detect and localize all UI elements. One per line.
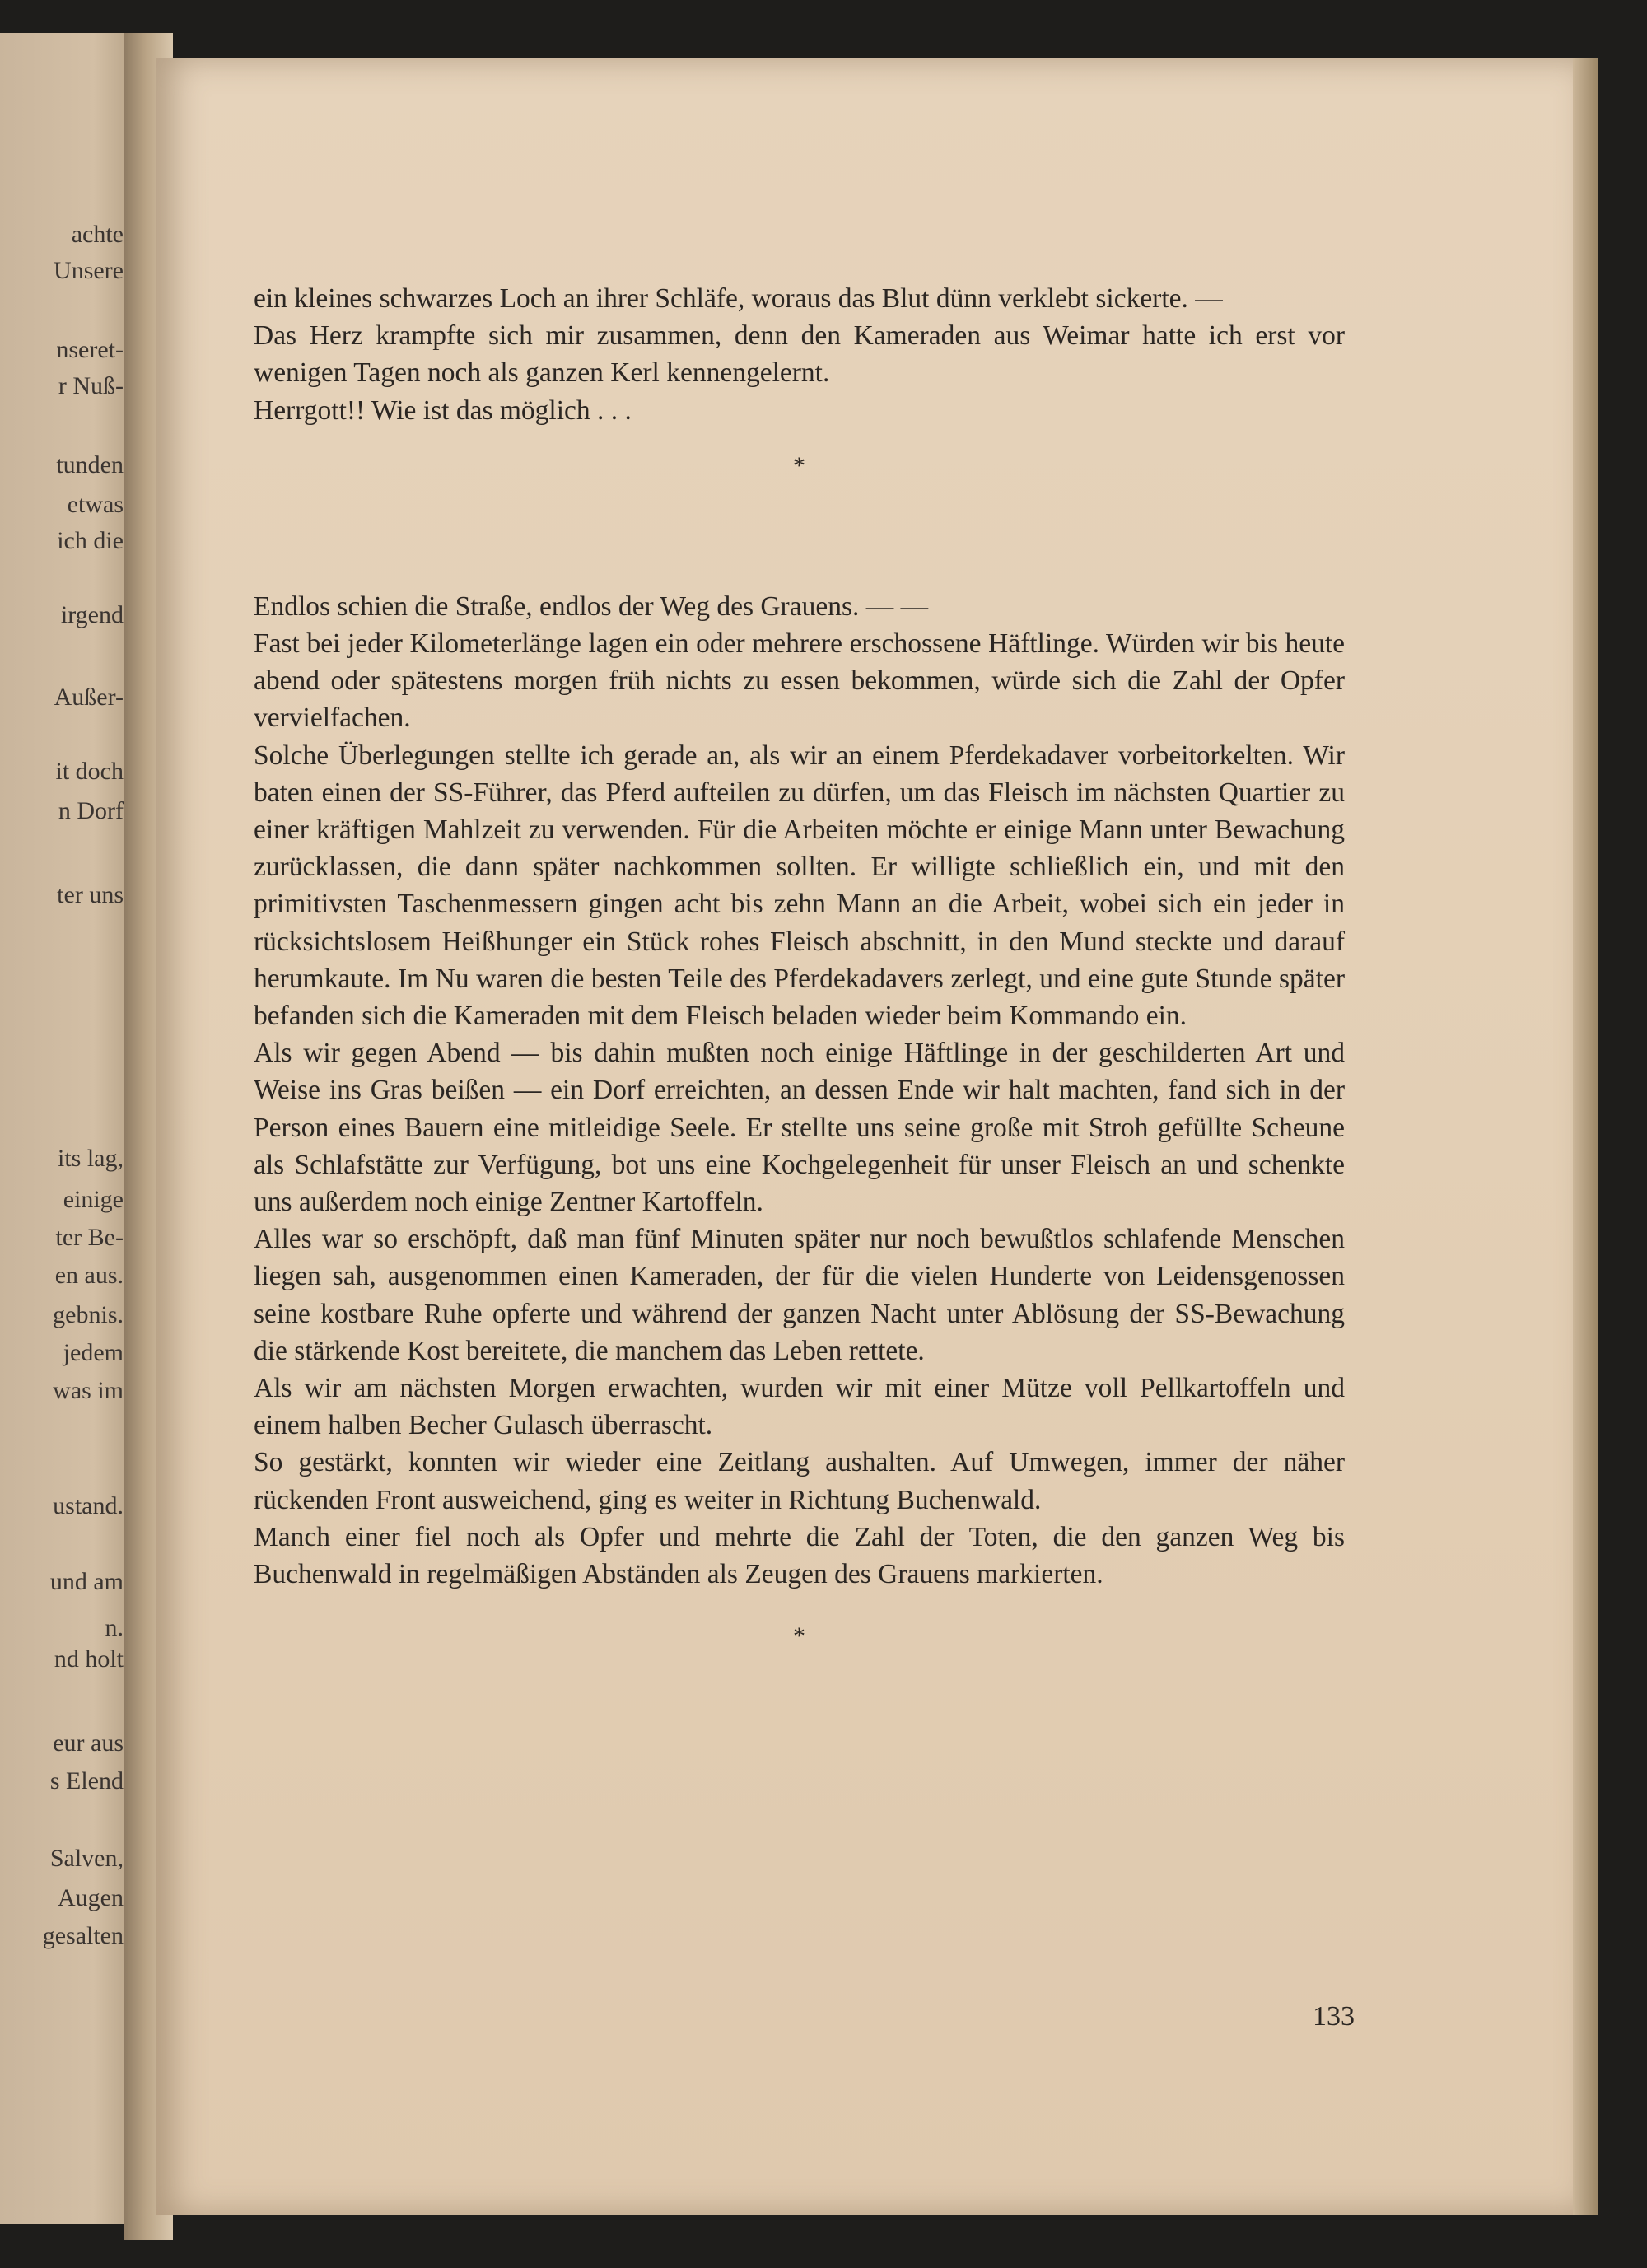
book-page [156,58,1573,2215]
left-fragment: einige [63,1186,124,1213]
left-fragment: its lag, [58,1145,124,1172]
left-fragment: ter uns [57,881,124,908]
section-separator: * [793,451,805,479]
left-fragment: Unsere [54,257,124,284]
left-fragment: ustand. [53,1492,124,1519]
left-fragment: etwas [67,491,124,518]
left-fragment: Außer- [54,684,124,711]
left-fragment: s Elend [49,1767,124,1794]
paragraph: Das Herz krampfte sich mir zusammen, denn den Kameraden aus Weimar hatte ich erst vor wenigen Tagen noch als ganzen Kerl kennengelernt. [254,320,1345,389]
left-fragment: it doch [55,758,124,785]
left-fragment: n Dorf [58,797,124,824]
left-fragment: gebnis. [53,1301,124,1328]
left-fragment: jedem [63,1339,124,1366]
section-separator-end: * [793,1622,805,1650]
paragraph: Solche Überlegungen stellte ich gerade an, als wir an einem Pferdekadaver vorbeitorkelten. Wir baten einen der SS-Führer, das Pferd aufteilen zu dürfen, um das Fleisch im nächsten Quartier zu einer kräftigen Mahlzeit zu verwenden. Für die Arbeiten möchte er einige Mann unter Bewachung zurücklassen, die dann später nachkommen sollten. Er willigte schließlich ein, und mit den primitivsten Taschenmessern gingen acht bis zehn Mann an die Arbeit, wobei sich ein jeder in rücksichtslosem Heißhunger ein Stück rohes Fleisch abschnitt, in den Mund steckte und darauf herumkaute. Im Nu waren die besten Teile des Pferdekadavers zerlegt, und eine gute Stunde später befanden sich die Kameraden mit dem Fleisch beladen wieder beim Kommando ein. [254,740,1345,1032]
left-fragment: tunden [56,451,124,478]
left-fragment: Augen [58,1884,124,1911]
left-fragment: nd holt [54,1645,124,1673]
paragraph: Herrgott!! Wie ist das möglich . . . [254,394,632,426]
page-text [254,280,1345,1654]
left-fragment: r Nuß- [58,372,124,399]
left-fragment: gesalten [42,1922,124,1949]
left-fragment: Salven, [49,1845,124,1872]
left-fragment: was im [53,1377,124,1404]
left-fragment: und am [49,1568,124,1595]
paragraph: Als wir gegen Abend — bis dahin mußten noch einige Häftlinge in der geschilderten Art und Weise ins Gras beißen — ein Dorf erreichten, an dessen Ende wir halt machten, fand sich in der Person eines Bauern eine mitleidige Seele. Er stellte uns seine große mit Stroh gefüllte Scheune als Schlafstätte zur Verfügung, bot uns eine Kochgelegenheit für unser Fleisch an und schenkte uns außerdem noch einige Zentner Kartoffeln. [254,1038,1345,1218]
left-fragment: ich die [57,527,124,554]
paragraph: Endlos schien die Straße, endlos der Weg des Grauens. — — [254,590,929,622]
left-fragment: achte [71,221,124,248]
page-number: 133 [1313,2001,1355,2032]
paragraph: Als wir am nächsten Morgen erwachten, wurden wir mit einer Mütze voll Pellkartoffeln und einem halben Becher Gulasch überrascht. [254,1373,1345,1441]
paragraph: So gestärkt, konnten wir wieder eine Zeitlang aushalten. Auf Umwegen, immer der näher rückenden Front ausweichend, ging es weiter in Richtung Buchenwald. [254,1447,1345,1515]
left-fragment: ter Be- [55,1224,124,1251]
paragraph: Fast bei jeder Kilometerlänge lagen ein oder mehrere erschossene Häftlinge. Würden wir bis heute abend oder spätestens morgen früh nichts zu essen bekommen, würde sich die Zahl der Opfer vervielfachen. [254,628,1345,734]
paragraph: Alles war so erschöpft, daß man fünf Minuten später nur noch bewußtlos schlafende Menschen liegen sah, ausgenommen einen Kameraden, der für die vielen Hunderte von Leidensgenossen seine kostbare Ruhe opferte und während der ganzen Nacht unter Ablösung der SS-Bewachung die stärkende Kost bereitete, die manchem das Leben rettete. [254,1224,1345,1366]
left-fragment: eur aus [53,1729,124,1757]
left-fragment: nseret- [56,336,124,363]
left-fragment: en aus. [54,1262,124,1289]
paragraph: Manch einer fiel noch als Opfer und mehrte die Zahl der Toten, die den ganzen Weg bis Buchenwald in regelmäßigen Abständen als Zeugen des Grauens markierten. [254,1521,1345,1590]
left-fragment: n. [105,1614,124,1641]
left-fragment: irgend [60,601,124,628]
paragraph: ein kleines schwarzes Loch an ihrer Schläfe, woraus das Blut dünn verklebt sickerte. — [254,283,1223,314]
page-edge [1573,58,1598,2215]
